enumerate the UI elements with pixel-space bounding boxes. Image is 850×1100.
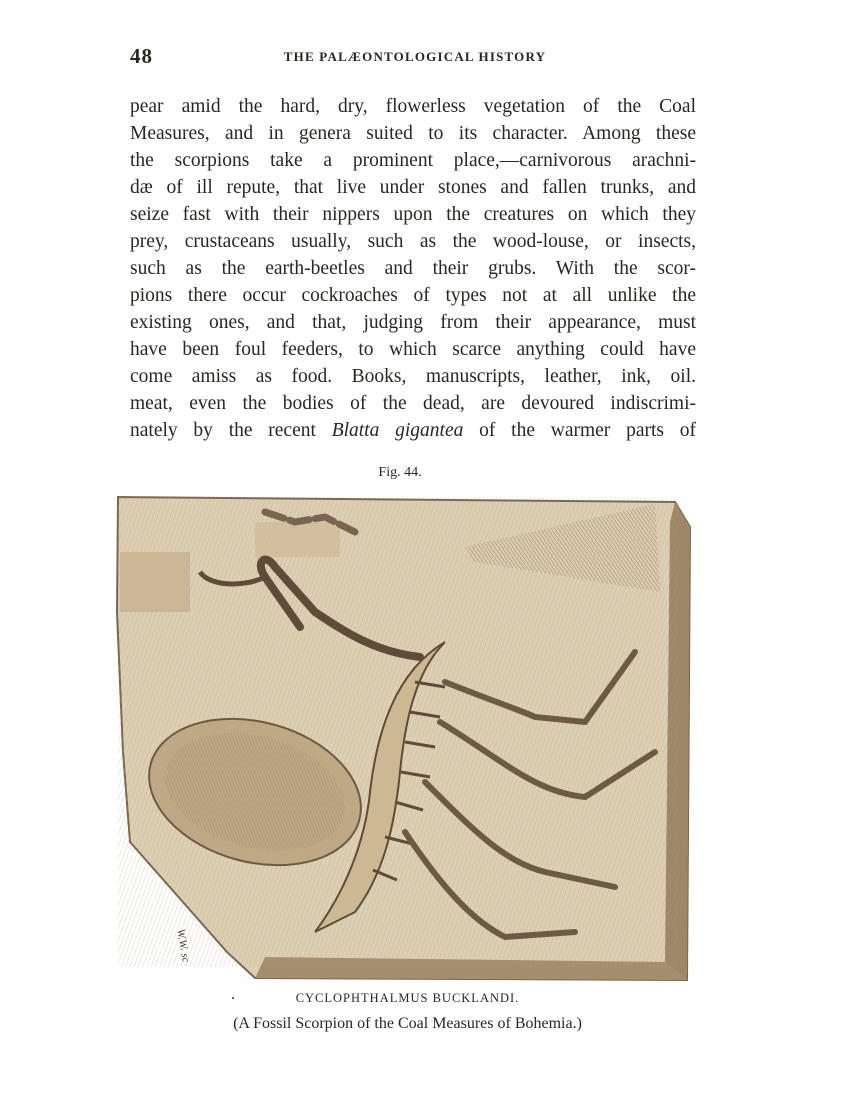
text-line: existing ones, and that, judging from their appearance, must [130,312,696,333]
page-header [130,44,700,70]
text-line: pions there occur cockroaches of types not at all unlike the [130,285,696,306]
text-line: dæ of ill repute, that live under stones and fallen trunks, and [130,177,696,198]
text-line: such as the earth-beetles and their grubs. With the scor- [130,258,696,279]
plant-fragment [120,552,190,612]
text-line: seize fast with their nippers upon the creatures on which they [130,204,696,225]
text-line: Measures, and in genera suited to its character. Among these [130,123,696,144]
text-segment: nately by the recent [130,420,332,441]
running-head: THE PALÆONTOLOGICAL HISTORY [283,49,547,64]
text-line: the scorpions take a prominent place,—carnivorous arachni- [130,150,696,171]
figure-label: Fig. 44. [378,465,422,480]
engraver-mark: W.W. sc [174,928,192,964]
text-line-with-italic [130,417,696,444]
plant-fragment [255,522,340,557]
body-text [130,93,696,444]
text-segment: of the warmer parts of [463,420,696,441]
fossil-scorpion-engraving [115,492,695,982]
figure-caption-title: CYCLOPHTHALMUS BUCKLANDI. [295,991,520,1005]
figure-caption-subtitle: (A Fossil Scorpion of the Coal Measures of Bohemia.) [233,1015,582,1032]
species-name: Blatta gigantea [331,420,464,441]
text-line: come amiss as food. Books, manuscripts, leather, ink, oil. [130,366,696,387]
text-line: prey, crustaceans usually, such as the wood-louse, or insects, [130,231,696,252]
text-line: pear amid the hard, dry, flowerless vegetation of the Coal [130,96,696,117]
text-line: have been foul feeders, to which scarce anything could have [130,339,696,360]
text-line: meat, even the bodies of the dead, are devoured indiscrimi- [130,393,696,414]
page-number: 48 [130,44,153,68]
engraving-illustration [115,492,695,982]
